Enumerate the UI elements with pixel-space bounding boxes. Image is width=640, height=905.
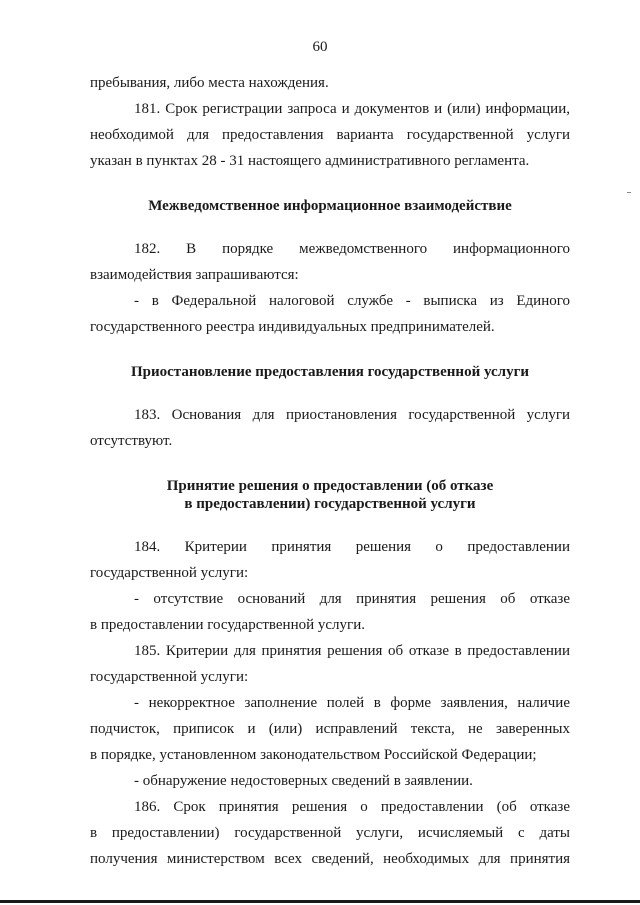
paragraph-185-item-1-line-1: - некорректное заполнение полей в форме заявления, наличие bbox=[134, 695, 570, 711]
paragraph-183-line-2: отсутствуют. bbox=[90, 433, 173, 449]
paragraph-185-item-1-line-2: подчисток, приписок и (или) исправлений текста, не заверенных bbox=[90, 721, 570, 737]
section-heading-decision-line-1: Принятие решения о предоставлении (об отказе bbox=[166, 478, 494, 494]
paragraph-184-line-1: 184. Критерии принятия решения о предоставлении bbox=[134, 539, 570, 555]
paragraph-185-line-2: государственной услуги: bbox=[90, 669, 249, 685]
document-body bbox=[90, 70, 570, 872]
page-bottom-rule bbox=[0, 900, 640, 903]
paragraph-184-line-2: государственной услуги: bbox=[90, 565, 249, 581]
section-heading-suspension: Приостановление предоставления государственной услуги bbox=[130, 364, 530, 380]
paragraph-182-line-1: 182. В порядке межведомственного информационного bbox=[134, 241, 570, 257]
paragraph-181-line-1: 181. Срок регистрации запроса и документов и (или) информации, bbox=[134, 101, 570, 117]
paragraph-185-item-2: - обнаружение недостоверных сведений в заявлении. bbox=[134, 773, 473, 789]
paragraph-186-line-1: 186. Срок принятия решения о предоставлении (об отказе bbox=[134, 799, 570, 815]
section-heading-decision-line-2: в предоставлении) государственной услуги bbox=[184, 496, 476, 512]
paragraph-182-item-line-2: государственного реестра индивидуальных предпринимателей. bbox=[90, 319, 495, 335]
scan-artifact bbox=[627, 192, 631, 193]
paragraph-181-line-2: необходимой для предоставления варианта государственной услуги bbox=[90, 127, 570, 143]
paragraph-185-item-1-line-3: в порядке, установленном законодательством Российской Федерации; bbox=[90, 747, 537, 763]
paragraph-184-item-line-1: - отсутствие оснований для принятия решения об отказе bbox=[134, 591, 570, 607]
paragraph-183-line-1: 183. Основания для приостановления государственной услуги bbox=[134, 407, 570, 423]
section-heading-interagency: Межведомственное информационное взаимодействие bbox=[148, 198, 512, 214]
paragraph-186-line-3: получения министерством всех сведений, необходимых для принятия bbox=[90, 851, 570, 867]
paragraph-185-line-1: 185. Критерии для принятия решения об отказе в предоставлении bbox=[134, 643, 570, 659]
page-number: 60 bbox=[312, 39, 328, 55]
paragraph-continuation: пребывания, либо места нахождения. bbox=[90, 75, 329, 91]
paragraph-184-item-line-2: в предоставлении государственной услуги. bbox=[90, 617, 365, 633]
paragraph-181-line-3: указан в пунктах 28 - 31 настоящего административного регламента. bbox=[90, 153, 530, 169]
paragraph-182-item-line-1: - в Федеральной налоговой службе - выписка из Единого bbox=[134, 293, 570, 309]
paragraph-182-line-2: взаимодействия запрашиваются: bbox=[90, 267, 299, 283]
paragraph-186-line-2: в предоставлении) государственной услуги, исчисляемый с даты bbox=[90, 825, 570, 841]
